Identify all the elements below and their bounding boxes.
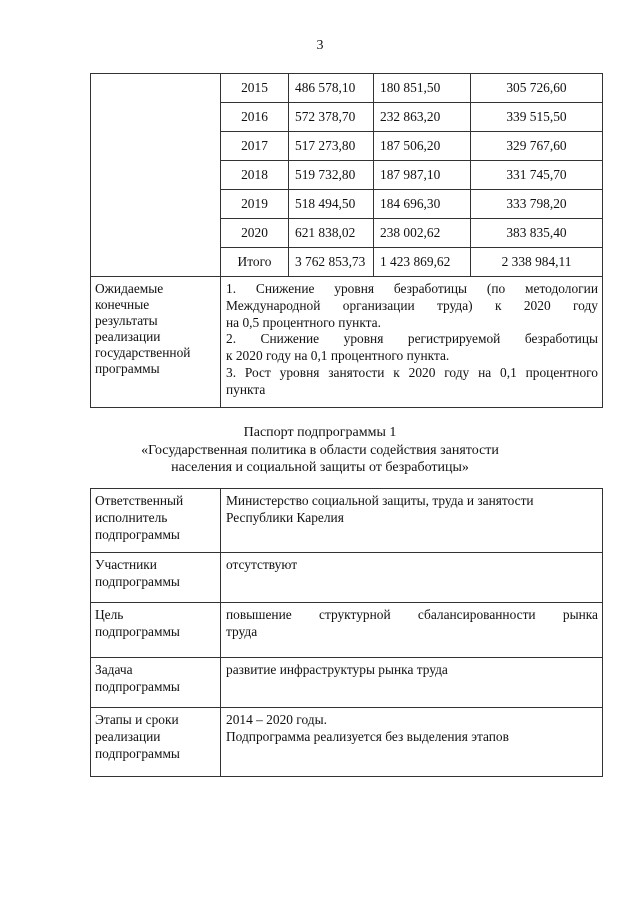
results-item-3: пункта	[226, 381, 266, 397]
results-label-line: конечные	[95, 297, 150, 312]
passport-row	[91, 708, 603, 777]
year-cell: Итого	[221, 248, 289, 277]
passport-row-value	[221, 603, 603, 658]
passport-label-line: Задача	[95, 662, 133, 677]
passport-value-line: труда	[226, 623, 258, 639]
passport-label-line: Цель	[95, 607, 124, 622]
passport-row	[91, 489, 603, 553]
passport-label-line: подпрограммы	[95, 678, 180, 694]
passport-title-line: Паспорт подпрограммы 1	[243, 425, 397, 440]
passport-value-line: отсутствуют	[226, 557, 298, 572]
passport-label-line: подпрограммы	[95, 745, 180, 761]
passport-row	[91, 603, 603, 658]
year-cell: 2018	[221, 161, 289, 190]
passport-row-label	[91, 658, 221, 708]
total-cell: 3 762 853,73	[289, 248, 374, 277]
passport-row	[91, 658, 603, 708]
passport-value-line: Министерство социальной защиты, труда и занятости	[226, 493, 534, 508]
results-label-line: Ожидаемые	[95, 281, 164, 296]
passport-value-line: 2014 – 2020 годы.	[226, 712, 327, 727]
passport-row-value	[221, 553, 603, 603]
federal-cell: 232 863,20	[374, 103, 471, 132]
subprogram-passport-table	[90, 488, 603, 777]
regional-cell: 331 745,70	[471, 161, 603, 190]
results-text	[221, 277, 603, 408]
passport-label-line: реализации	[95, 728, 161, 744]
results-item-2: 2. Снижение уровня регистрируемой безработицы	[226, 331, 598, 347]
total-cell: 519 732,80	[289, 161, 374, 190]
passport-label-line: подпрограммы	[95, 623, 180, 639]
total-cell: 486 578,10	[289, 74, 374, 103]
passport-row-label	[91, 553, 221, 603]
federal-cell: 238 002,62	[374, 219, 471, 248]
passport-value-line: развитие инфраструктуры рынка труда	[226, 662, 448, 677]
results-item-1: 1. Снижение уровня безработицы (по методологии	[226, 281, 598, 296]
passport-row-label	[91, 489, 221, 553]
passport-label-line: Участники	[95, 557, 157, 572]
passport-title-line: «Государственная политика в области содействия занятости	[141, 442, 499, 458]
year-cell: 2017	[221, 132, 289, 161]
year-cell: 2016	[221, 103, 289, 132]
regional-cell: 305 726,60	[471, 74, 603, 103]
federal-cell: 1 423 869,62	[374, 248, 471, 277]
total-cell: 518 494,50	[289, 190, 374, 219]
results-label-line: программы	[95, 361, 160, 376]
passport-title-line: населения и социальной защиты от безработицы»	[171, 460, 469, 476]
results-item-1: Международной организации труда) к 2020 году	[226, 297, 598, 313]
federal-cell: 187 506,20	[374, 132, 471, 161]
subprogram-passport-title	[0, 424, 640, 477]
results-item-2: к 2020 году на 0,1 процентного пункта.	[226, 348, 450, 364]
total-cell: 517 273,80	[289, 132, 374, 161]
total-cell: 621 838,02	[289, 219, 374, 248]
regional-cell: 2 338 984,11	[471, 248, 603, 277]
passport-label-line: подпрограммы	[95, 526, 180, 542]
passport-label-line: Этапы и сроки	[95, 712, 179, 727]
federal-cell: 187 987,10	[374, 161, 471, 190]
total-cell: 572 378,70	[289, 103, 374, 132]
results-label-line: результаты	[95, 313, 158, 328]
year-cell: 2020	[221, 219, 289, 248]
regional-cell: 329 767,60	[471, 132, 603, 161]
passport-row	[91, 553, 603, 603]
passport-row-value	[221, 708, 603, 777]
passport-value-line: Республики Карелия	[226, 509, 344, 525]
page-number: 3	[316, 38, 324, 53]
subprogram-passport-body	[91, 489, 603, 777]
results-label	[91, 277, 221, 408]
regional-cell: 383 835,40	[471, 219, 603, 248]
passport-label-line: исполнитель	[95, 509, 168, 525]
regional-cell: 333 798,20	[471, 190, 603, 219]
results-row	[91, 277, 603, 408]
passport-row-value	[221, 658, 603, 708]
finance-row	[91, 74, 603, 103]
passport-value-line: Подпрограмма реализуется без выделения этапов	[226, 728, 509, 744]
federal-cell: 184 696,30	[374, 190, 471, 219]
regional-cell: 339 515,50	[471, 103, 603, 132]
year-cell: 2019	[221, 190, 289, 219]
results-label-line: государственной	[95, 345, 191, 360]
finance-table	[90, 73, 603, 408]
passport-row-value	[221, 489, 603, 553]
results-item-3: 3. Рост уровня занятости к 2020 году на 0,1 процентного	[226, 364, 598, 380]
year-cell: 2015	[221, 74, 289, 103]
passport-row-label	[91, 708, 221, 777]
results-item-1: на 0,5 процентного пункта.	[226, 314, 381, 330]
empty-label-cell	[91, 74, 221, 277]
results-label-line: реализации	[95, 329, 161, 344]
passport-label-line: подпрограммы	[95, 573, 180, 589]
passport-label-line: Ответственный	[95, 493, 184, 508]
passport-value-line: повышение структурной сбалансированности рынка	[226, 607, 598, 622]
passport-row-label	[91, 603, 221, 658]
federal-cell: 180 851,50	[374, 74, 471, 103]
finance-table-body	[91, 74, 603, 277]
